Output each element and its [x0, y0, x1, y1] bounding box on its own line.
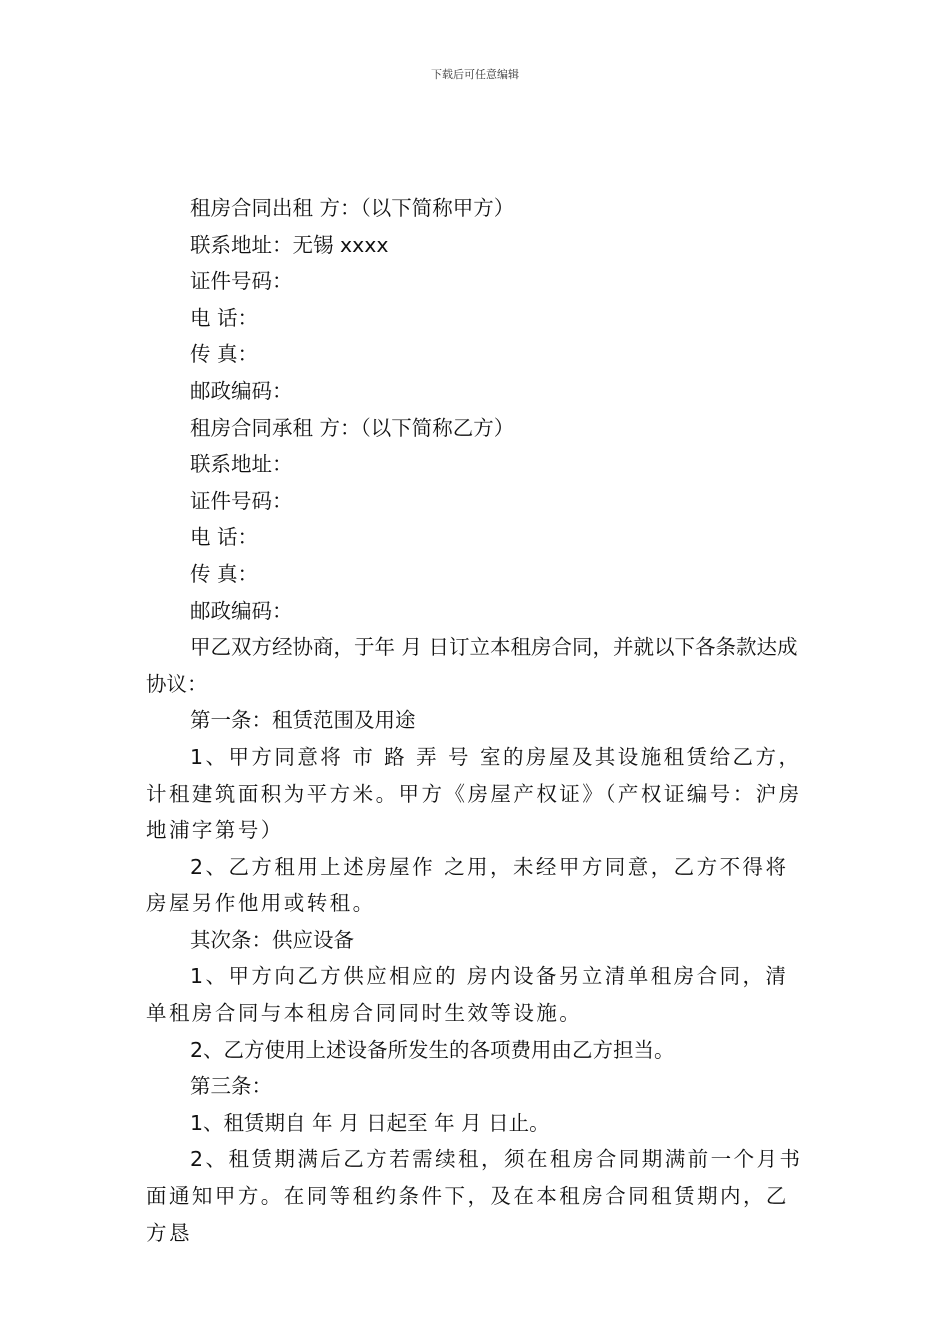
lessee-id-number: 证件号码： [190, 488, 293, 513]
article-1-clause-1: 1、甲方同意将 市 路 弄 号 室的房屋及其设施租赁给乙方，计租建筑面积为平方米。甲方《房屋产权证》（产权证编号：沪房地浦字第号） [146, 744, 802, 843]
lessor-id-number: 证件号码： [190, 269, 293, 294]
lessor-line: 租房合同出租 方：（以下简称甲方） [190, 196, 515, 220]
contract-body [146, 190, 808, 1251]
lessor-phone: 电 话： [190, 305, 259, 330]
article-3-heading: 第三条： [190, 1074, 272, 1099]
lessor-postal-code: 邮政编码： [190, 378, 293, 403]
lessor-fax: 传 真： [190, 342, 259, 367]
lessee-postal-code: 邮政编码： [190, 598, 293, 623]
article-3-clause-1: 1、租赁期自 年 月 日起至 年 月 日止。 [190, 1110, 550, 1135]
lessor-address: 联系地址：无锡 xxxx [190, 232, 389, 257]
lessee-address: 联系地址： [190, 452, 293, 477]
article-2-clause-1: 1、甲方向乙方供应相应的 房内设备另立清单租房合同，清单租房合同与本租房合同同时生效等设施。 [146, 964, 789, 1026]
agreement-intro: 甲乙双方经协商，于年 月 日订立本租房合同，并就以下各条款达成协议： [146, 635, 798, 696]
lessee-phone: 电 话： [190, 525, 259, 550]
article-1-clause-2: 2、乙方租用上述房屋作 之用，未经甲方同意，乙方不得将房屋另作他用或转租。 [146, 854, 789, 916]
lessee-fax: 传 真： [190, 561, 259, 586]
lessee-line: 租房合同承租 方：（以下简称乙方） [190, 415, 515, 440]
article-1-heading: 第一条：租赁范围及用途 [190, 708, 416, 733]
article-3-clause-2: 2、租赁期满后乙方若需续租，须在租房合同期满前一个月书面通知甲方。在同等租约条件下，及在本租房合同租赁期内，乙方恳 [146, 1147, 803, 1245]
page-header: 下载后可任意编辑 [431, 68, 519, 81]
article-2-heading: 其次条：供应设备 [190, 927, 354, 952]
article-2-clause-2: 2、乙方使用上述设备所发生的各项费用由乙方担当。 [190, 1037, 675, 1062]
